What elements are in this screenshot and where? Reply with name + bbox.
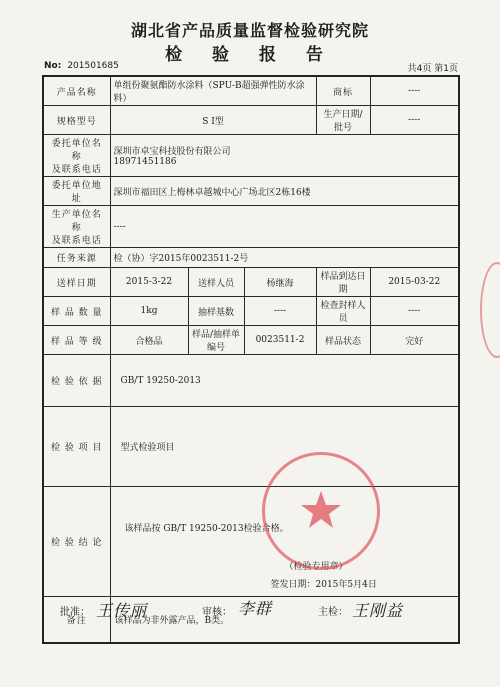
- row-producer: [43, 206, 459, 248]
- report-number: [44, 61, 119, 71]
- conclusion-value: 该样品按 GB/T 19250-2013检验合格。: [124, 524, 289, 534]
- conclusion-label: 检 验 结 论: [43, 487, 110, 597]
- product-name-value: 单组份聚氨酯防水涂料（SPU-B超强弹性防水涂料）: [110, 76, 316, 106]
- remarks-label: 备注: [43, 597, 110, 643]
- row-task: [43, 248, 459, 268]
- producer-label-line1: 生产单位名称: [51, 210, 102, 233]
- brand-label: 商标: [316, 76, 370, 106]
- report-table: [42, 75, 460, 644]
- deliverer-label: 送样人员: [188, 268, 244, 297]
- task-label: 任务来源: [43, 248, 110, 268]
- grade-label: 样 品 等 级: [43, 326, 110, 355]
- report-number-value: 201501685: [67, 61, 119, 71]
- remarks-value: 该样品为非外露产品，B类。: [110, 597, 459, 643]
- arrival-date-label: 样品到达日期: [316, 268, 370, 297]
- items-label: 检 验 项 目: [43, 407, 110, 487]
- row-product: [43, 76, 459, 106]
- row-model: [43, 106, 459, 135]
- task-value: 检（协）字2015年0023511-2号: [110, 248, 459, 268]
- inspection-seal-stamp: [262, 452, 380, 570]
- brand-value: ----: [370, 76, 459, 106]
- base-label: 抽样基数: [188, 297, 244, 326]
- inspect-label: 主检：: [318, 607, 348, 618]
- basis-label: 检 验 依 据: [43, 355, 110, 407]
- sample-no-value: 0023511-2: [244, 326, 316, 355]
- side-seal-fragment: [480, 262, 500, 358]
- row-quantity: [43, 297, 459, 326]
- review-label: 审核：: [202, 607, 232, 618]
- status-label: 样品状态: [316, 326, 370, 355]
- client-address-value: 深圳市福田区上梅林卓越城中心广场北区2栋16楼: [110, 177, 459, 206]
- approve-signature: 王传丽: [96, 601, 148, 620]
- institute-title: 湖北省产品质量监督检验研究院: [130, 21, 369, 40]
- client-address-label: 委托单位地址: [43, 177, 110, 206]
- row-items: [43, 407, 459, 487]
- seal-caption: （检验专用章）: [284, 562, 348, 572]
- producer-label: [43, 206, 110, 248]
- client-label-line1: 委托单位名称: [51, 139, 102, 162]
- batch-label: 生产日期/批号: [316, 106, 370, 135]
- items-value: 型式检验项目: [110, 407, 459, 487]
- report-title: 检 验 报 告: [165, 45, 335, 65]
- arrival-date-value: 2015-03-22: [370, 268, 459, 297]
- delivery-date-value: 2015-3-22: [110, 268, 188, 297]
- row-client-address: [43, 177, 459, 206]
- delivery-date-label: 送样日期: [43, 268, 110, 297]
- status-value: 完好: [370, 326, 459, 355]
- row-delivery: [43, 268, 459, 297]
- product-name-label: 产品名称: [43, 76, 110, 106]
- row-basis: [43, 355, 459, 407]
- row-grade: [43, 326, 459, 355]
- quantity-label: 样 品 数 量: [43, 297, 110, 326]
- report-number-label: No:: [44, 61, 62, 71]
- batch-value: ----: [370, 106, 459, 135]
- grade-value: 合格品: [110, 326, 188, 355]
- client-label: [43, 135, 110, 177]
- inspect-signature: 王刚益: [352, 601, 404, 620]
- quantity-value: 1kg: [110, 297, 188, 326]
- seal-star-icon: [265, 455, 377, 567]
- page-info: 共4页 第1页: [407, 64, 458, 74]
- client-label-line2: 及联系电话: [51, 165, 102, 175]
- model-value: S I型: [110, 106, 316, 135]
- sealer-value: ----: [370, 297, 459, 326]
- issue-date: 签发日期：2015年5月4日: [270, 580, 377, 590]
- base-value: ----: [244, 297, 316, 326]
- approve-label: 批准：: [60, 607, 90, 618]
- producer-value: ----: [110, 206, 459, 248]
- client-phone: 18971451186: [113, 157, 177, 167]
- basis-value: GB/T 19250-2013: [110, 355, 459, 407]
- review-signature: 李群: [238, 599, 273, 618]
- model-label: 规格型号: [43, 106, 110, 135]
- sample-no-label: 样品/抽样单编号: [188, 326, 244, 355]
- client-value: [110, 135, 459, 177]
- producer-label-line2: 及联系电话: [51, 236, 102, 246]
- row-client: [43, 135, 459, 177]
- sealer-label: 检查封样人员: [316, 297, 370, 326]
- deliverer-value: 杨继海: [244, 268, 316, 297]
- client-name: 深圳市卓宝科技股份有限公司: [113, 147, 231, 157]
- row-conclusion: [43, 487, 459, 597]
